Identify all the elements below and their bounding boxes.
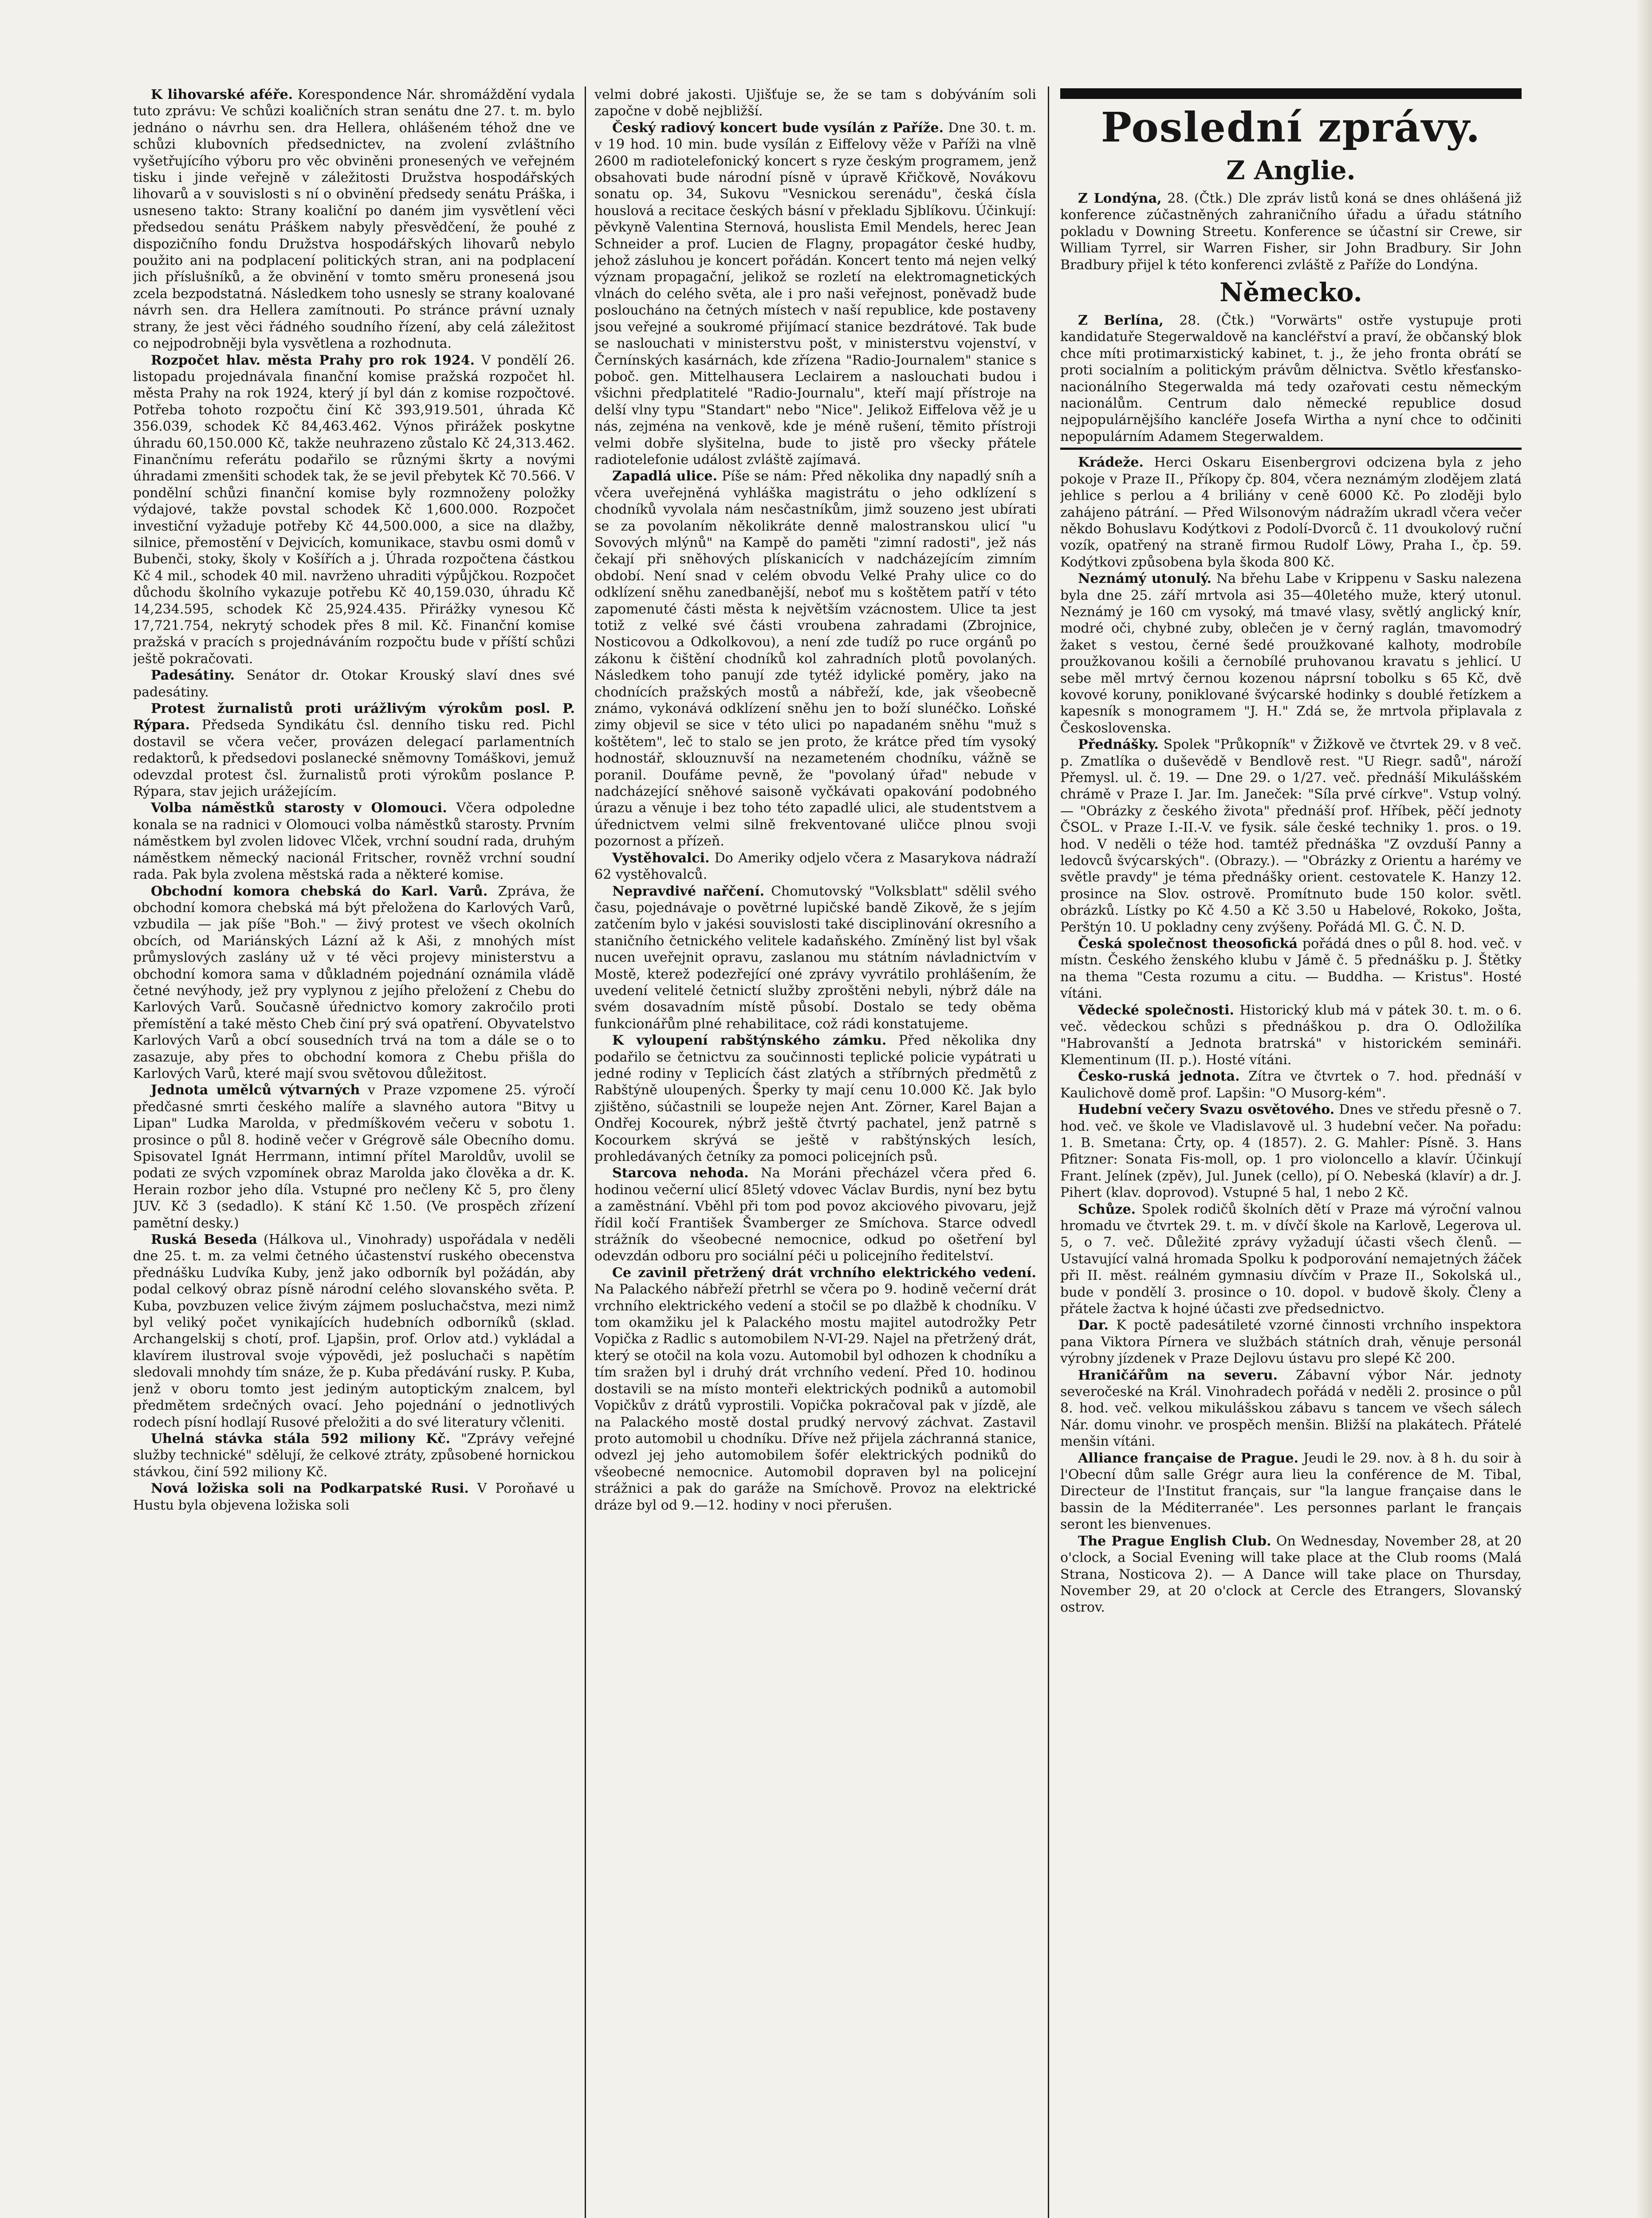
news-item-text: Zpráva, že obchodní komora chebská má být přeložena do Karlových Varů, vzbudila — jak píše "Boh." — živý protest ve všech okolních obcích, od Mariánských Lázní až k Aši, z mnohých míst průmyslových zaslány už v té věci projevy ministerstvu a obchodní komora sama v důkladném pojednání oznámila vládě četné nevýhody, jež pry vyplynou z jejího přeložení z Chebu do Karlových Varů. Současně úřednictvo komory zakročilo proti přemístění a také město Cheb činí prý svá opatření. Obyvatelstvo Karlových Varů a obcí sousedních trvá na tom a dále se o to zasazuje, aby přes to obchodní komora z Chebu přišla do Karlových Varů, které mají svou světovou důležitost. bbox=[133, 883, 575, 1081]
news-item-text: Zítra ve čtvrtek o 7. hod. přednáší v Kaulichově domě prof. Lapšin: "O Musorg-kém". bbox=[1060, 1069, 1522, 1101]
news-item-heading: Český radiový koncert bude vysílán z Paříže. bbox=[612, 120, 944, 136]
anglie-heading: Z Anglie. bbox=[1226, 155, 1356, 185]
news-item-text: Dne 30. t. m. v 19 hod. 10 min. bude vysílán z Eiffelovy věže v Paříži na vlně 2600 m radiotelefonický koncert s ryze českým programem, jenž obsahovati bude národní písně v úpravě Křičkově, Novákovu sonatu op. 34, Sukovu "Vesnickou serenádu", česká čísla houslová a recitace českých básní v překladu Sjblíkovu. Účinkují: pěvkyně Valentina Sternová, houslista Emil Mendels, herec Jean Schneider a prof. Lucien de Flagny, propagátor české hudby, jehož zásluhou je koncert pořádán. Koncert tento má nejen velký význam propagační, jelikož se rozletí na elektromagnetických vlnách do celého světa, ale i pro naši veřejnost, poněvadž bude posloucháno na četných místech v naší republice, kde postaveny jsou veřejné a soukromé přijímací stanice bezdrátové. Tak bude se naslouchati v ministerstvu pošt, v ministerstvu vojenství, v Černínských kasárnách, kde zřízena "Radio-Journalem" stanice s poboč. gen. Mittelhausera Leclairem a naslouchati budou i všichni předplatitelé "Radio-Journalu", kteří mají přístroje na delší vlny typu "Standart" nebo "Nice". Jelikož Eiffelova věž je u nás, zejména na venkově, kde je méně rušení, těmito přístroji velmi dobře slyšitelna, bude to jistě pro všecky přátele radiotelefonie událost zvláště zajímavá. bbox=[594, 120, 1036, 468]
news-item-heading: Uhelná stávka stála 592 miliony Kč. bbox=[151, 1431, 451, 1447]
nemecko-heading: Německo. bbox=[1219, 277, 1362, 308]
news-item bbox=[1060, 736, 1522, 936]
news-item-text: Spolek rodičů školních dětí v Praze má výroční valnou hromadu ve čtvrtek 29. t. m. v dívčí škole na Karlově, Legerova ul. 5, o 7. več. Důležité zprávy vyžadují účasti všech členů. — Ustavující valná hromada Spolku k podporování nemajetných žáček při II. měst. reálném gymnasiu dívčím v Praze II., Sokolská ul., bude v pondělí 3. prosince o 10. dopol. v budově školy. Členy a přátele žactva k hojné účasti zve předsednictvo. bbox=[1060, 1201, 1522, 1317]
news-item bbox=[594, 1165, 1036, 1264]
news-item-heading: Vědecké společnosti. bbox=[1078, 1002, 1234, 1018]
newspaper-page bbox=[133, 87, 1522, 2218]
news-item bbox=[133, 667, 575, 700]
news-item-text: Předseda Syndikátu čsl. denního tisku red. Pichl dostavil se včera večer, provázen delegací parlamentních redaktorů, k předsedovi poslanecké sněmovny Tomáškovi, jemuž odevzdal protest čsl. žurnalistů proti výrokům poslance P. Rýpara, stav jejich urážejícím. bbox=[133, 717, 575, 800]
news-item-text: Korespondence Nár. shromáždění vydala tuto zprávu: Ve schůzi koaličních stran senátu dne 27. t. m. bylo jednáno o návrhu sen. dra Hellera, ohlášeném téhož dne ve schůzi klubovních předsednictev, na zvolení zvláštního vyšetřujícího výboru pro věc obviněni pronesených ve veřejném tisku i jinde veřejně v záležitosti Družstva hospodářských lihovarů a v souvislosti s ní o obvinění předsedy senátu Práška, i usneseno takto: Strany koaliční po daném jim vysvětlení věci předsedou senátu Práškem nabyly přesvědčení, že pouhé z dispozičního fondu Družstva hospodářských lihovarů nebylo použito ani na podplacení politických stran, ani na podplacení jich příslušníků, a že obvinění v tomto směru pronesená jsou zcela bezpodstatná. Následkem toho usnesly se strany koalované návrh sen. dra Hellera zamítnouti. Po stránce právní uznaly strany, že jest věci řádného soudního řízení, aby celá záležitost co nejpodrobněji byla vysvětlena a rozhodnuta. bbox=[133, 87, 575, 352]
news-item bbox=[1060, 454, 1522, 570]
nemecko-news bbox=[1060, 312, 1522, 445]
section-rule bbox=[1060, 448, 1522, 450]
news-item bbox=[594, 883, 1036, 1033]
news-item-text: Na Moráni přecházel včera před 6. hodinou večerní ulicí 85letý vdovec Václav Burdis, nyní bez bytu a zaměstnání. Vběhl při tom pod povoz akciového pivovaru, jejž řídil kočí František Švamberger ze Smíchova. Starce odvedl strážník do všeobecné nemocnice, odkud po ošetření byl odevzdán odboru pro sociální péči u policejního ředitelství. bbox=[594, 1165, 1036, 1264]
news-item bbox=[133, 1231, 575, 1431]
news-item-heading: Padesátiny. bbox=[151, 668, 235, 684]
news-item bbox=[133, 700, 575, 800]
news-item bbox=[133, 1480, 575, 1514]
news-item bbox=[1060, 1450, 1522, 1533]
news-item bbox=[1060, 1317, 1522, 1367]
news-item bbox=[594, 468, 1036, 849]
news-item bbox=[1060, 1002, 1522, 1069]
news-item bbox=[1060, 1533, 1522, 1616]
news-item-text: On Wednesday, November 28, at 20 o'clock, a Social Evening will take place at the Club rooms (Malá Strana, Nosticova 2). — A Dance will take place on Thursday, November 29, at 20 o'clock at Cercle des Etrangers, Slovanský ostrov. bbox=[1060, 1533, 1522, 1616]
news-item-heading: Vystěhovalci. bbox=[612, 850, 710, 866]
news-item-heading: Rozpočet hlav. města Prahy pro rok 1924. bbox=[151, 352, 475, 368]
news-item-heading: Dar. bbox=[1078, 1317, 1109, 1333]
news-item-heading: Starcova nehoda. bbox=[612, 1165, 749, 1181]
news-item bbox=[1060, 1068, 1522, 1101]
page-edge-shadow bbox=[1635, 0, 1652, 2218]
news-item-text: Před několika dny podařilo se četnictvu za součinnosti teplické policie vypátrati u jedné rodiny v Teplicích část zlatých a stříbrných předmětů z Rabštýně uloupených. Šperky ty mají cenu 10.000 Kč. Jak bylo zjištěno, súčastnili se loupeže nejen Ant. Zörner, Karel Bajan a Ondřej Kocourek, nýbrž ještě čtvrtý pachatel, jenž patrně s Kocourkem skrývá se ještě v rabštýnských lesích, prohledávaných četníky za pomoci policejních psů. bbox=[594, 1033, 1036, 1164]
news-item-heading: Česká společnost theosofická bbox=[1078, 936, 1298, 952]
news-item bbox=[594, 120, 1036, 468]
news-item-text: Včera odpoledne konala se na radnici v Olomouci volba náměstků starosty. Prvním náměstkem byl zvolen lidovec Vlček, vrchní soudní rada, druhým náměstkem německý nacionál Fritscher, rovněž vrchní soudní rada. Pak byla zvolena městská rada a některé komise. bbox=[133, 800, 575, 883]
news-item-text: 28. (Čtk.) Dle zpráv listů koná se dnes ohlášená již konference zúčastněných zahraničního úřadu a úřadu státního pokladu v Downing Streetu. Konference se účastní sir Crewe, sir William Tyrrel, sir Warren Fisher, sir John Bradbury. Sir John Bradbury přijel k této konferenci zvláště z Paříže do Londýna. bbox=[1060, 191, 1522, 273]
news-item-heading: Nepravdivé nařčení. bbox=[612, 883, 765, 899]
news-item-heading: K lihovarské aféře. bbox=[151, 87, 293, 102]
news-item-heading: Z Berlína, bbox=[1078, 313, 1164, 329]
local-news bbox=[1060, 454, 1522, 1616]
news-item-text: "Zprávy veřejné služby technické" sdělují, že celkové ztráty, způsobené hornickou stávkou, činí 592 miliony Kč. bbox=[133, 1431, 575, 1480]
news-item bbox=[1060, 1201, 1522, 1317]
news-item bbox=[1060, 1367, 1522, 1450]
column-divider bbox=[1048, 87, 1049, 2218]
news-item-text: V pondělí 26. listopadu projednávala finanční komise pražská rozpočet hl. města Prahy na rok 1924, který jí byl dán z komise rozpočtové. Potřeba tohoto rozpočtu činí Kč 393,919.501, úhrada Kč 356.039, schodek Kč 84,463.462. Výnos přirážek poskytne úhradu 60,150.000 Kč, takže neuhrazeno zůstalo Kč 24,313.462. Finančnímu referátu podařilo se různými škrty a novými úhradami zmenšiti schodek tak, že se jevil přebytek Kč 70.566. V pondělní schůzi finanční komise byly rozmnoženy položky výdajové, takže povstal schodek Kč 1,600.000. Rozpočet investiční vyžaduje potřeby Kč 44,500.000, a sice na dlažby, silnice, přemostění v Dejvicích, komunikace, stavbu osmi domů v Bubenči, stoky, školy v Košířích a j. Úhrada rozpočtena částkou Kč 4 mil., schodek 40 mil. navrženo uhraditi výpůjčkou. Rozpočet důchodu školního vykazuje potřebu Kč 40,159.030, úhradu Kč 14,234.595, schodek Kč 25,924.435. Přirážky vynesou Kč 17,721.754, nekrytý schodek přes 8 mil. Kč. Finanční komise pražská v pracích s projednáváním rozpočtu bude v příští schůzi ještě pokračovati. bbox=[133, 352, 575, 667]
news-item-text: Píše se nám: Před několika dny napadlý sníh a včera uveřejněná vyhláška magistrátu o jeho odklízení s chodníků vyvolala nám nesčastníkům, jimž souzeno jest ubírati se za povolaním několikráte denně malostranskou ulicí "u Sovových mlýnů" na Kampě do paměti "zimní radosti", jež nás čekají při sněhových plískanicích v nadcházejícím zimním období. Není snad v celém obvodu Velké Prahy ulice co do odklízení sněhu zanedbanější, neboť mu s koštětem patří v této zapomenuté části města k největším vzácnostem. Ulice ta jest totiž z velké své části vroubena zahradami (Zbrojnice, Nosticovou a Odkolkovou), a není zde tudíž po ruce orgánů po zákonu k čištění chodníků kol zahradních plotů povolaných. Následkem toho panují zde tytéž idylické poměry, jako na chodnících pražských mostů a nábřeží, kde, jak všeobecně známo, vykonává odklízení sněhu jen to boží slunéčko. Loňské zimy objevil se sice v této ulici po napadaném sněhu "muž s koštětem", leč to stalo se jen proto, že krátce před tím vysoký hodnostář, sklouznuvší na nezameteném chodníku, vážně se poranil. Doufáme pevně, že "povolaný úřad" nebude v nadcházející sněhové saisoně vyčkávati opakování podobného úrazu a věnuje i bez toho této zapadlé ulici, ale studentstvem a úřednictvem velmi silně frekventované uličce plnou svoji pozornost a přízeň. bbox=[594, 468, 1036, 849]
news-item-text: Zábavní výbor Nár. jednoty severočeské na Král. Vinohradech pořádá v neděli 2. prosince o půl 8. hod. več. velkou mikulášskou zábavu s tancem ve všech sálech Nár. domu vinohr. ve prospěch menšin. Bližší na plakátech. Přátelé menšin vítáni. bbox=[1060, 1367, 1522, 1450]
news-item bbox=[594, 1032, 1036, 1165]
news-item-text: 28. (Čtk.) "Vorwärts" ostře vystupuje proti kandidatuře Stegerwaldově na kancléřství a praví, že občanský blok chce míti protimarxistický kabinet, t. j., že jeho fronta obrátí se proti socialním a politickým právům dělnictva. Světlo křesťansko-nacionálního Stegerwalda má tedy ozařovati cestu německým nacionálům. Centrum dalo německé republice dosud nejpopulárnějšího kancléře Josefa Wirtha a nyní chce to odčiniti nepopulárním Adamem Stegerwaldem. bbox=[1060, 313, 1522, 444]
news-item-heading: Alliance française de Prague. bbox=[1078, 1450, 1299, 1466]
news-item-text: velmi dobré jakosti. Ujišťuje se, že se tam s dobýváním soli započne v době nejbližší. bbox=[594, 87, 1036, 119]
news-item-text: (Hálkova ul., Vinohrady) uspořádala v neděli dne 25. t. m. za velmi četného účastenství ruského obecenstva přednášku Ludvíka Kuby, jenž jako odborník byl požádán, aby podal celkový obraz písně národní celého slovanského světa. P. Kuba, povzbuzen velice živým zájmem posluchačstva, mezi nimž byl veliký počet vynikajících hudebních odborníků (sklad. Archangelskij s chotí, prof. Ljapšin, prof. Orlov atd.) vykládal a klavírem ilustroval svoje výpovědi, jež posluchači s napětím sledovali mnohdy tím snáze, že p. Kuba předávání rusky. P. Kuba, jenž v oboru tomto jest jediným autoptickým znalcem, byl předmětem srdečných ovací. Jeho pojednání o jednotlivých rodech písní hodlají Rusové přeložiti a do své literatury včleniti. bbox=[133, 1232, 575, 1430]
column-left bbox=[133, 87, 575, 2218]
news-item-text: Senátor dr. Otokar Krouský slaví dnes své padesátiny. bbox=[133, 668, 575, 700]
news-item bbox=[133, 87, 575, 352]
news-item-heading: Jednota umělců výtvarných bbox=[151, 1082, 360, 1098]
news-item-text: v Praze vzpomene 25. výročí předčasné smrti českého malíře a slavného autora "Bitvy u Lipan" Ludka Marolda, v předmíškovém večeru v sobotu 1. prosince o půl 8. hodině večer v Grégrově sále Obecního domu. Spisovatel Ignát Herrmann, intimní přítel Maroldův, uvolil se podati ze svých vzpomínek obraz Marolda jako člověka a dr. K. Herain rozbor jeho díla. Vstupné pro nečleny Kč 5, pro členy JUV. Kč 3 (sedadlo). K stání Kč 1.50. (Ve prospěch zřízení pamětní desky.) bbox=[133, 1082, 575, 1231]
news-item bbox=[133, 1082, 575, 1231]
news-item bbox=[133, 352, 575, 668]
news-item bbox=[133, 800, 575, 883]
news-item-heading: Krádeže. bbox=[1078, 455, 1144, 471]
news-item bbox=[133, 1431, 575, 1480]
column-middle bbox=[594, 87, 1036, 2218]
news-item-heading: Volba náměstků starosty v Olomouci. bbox=[151, 800, 447, 816]
news-item bbox=[1060, 936, 1522, 1002]
news-item-text: Chomutovský "Volksblatt" sdělil svého času, pojednávaje o povětrné lupičské bandě Zikově, že s jejím zatčením bylo v jakési souvislosti také disciplinování okresního a staničního četnického velitele kadaňského. Zmíněný list byl však nucen uveřejnit opravu, zaslanou mu státním návladnictvím v Mostě, kterež podezřející oné zprávy vyvrátilo prohlášením, že uvedení velitelé četnictí služby zproštěni nebyli, nýbrž dále na svém dosavadním místě působí. Dostalo se tedy oběma funkcionářům plné rehabilitace, což rádi konstatujeme. bbox=[594, 883, 1036, 1032]
news-item-text: Historický klub má v pátek 30. t. m. o 6. več. vědeckou schůzi s přednáškou p. dra O. Odložilíka "Habrovanští a Jednota bratrská" v historickém semináři. Klementinum (II. p.). Hosté vítáni. bbox=[1060, 1002, 1522, 1068]
news-item-heading: The Prague English Club. bbox=[1078, 1533, 1271, 1549]
news-item-heading: Obchodní komora chebská do Karl. Varů. bbox=[151, 883, 488, 899]
column-divider bbox=[585, 87, 586, 2218]
news-item-heading: Hraničářům na severu. bbox=[1078, 1367, 1278, 1383]
column-right bbox=[1060, 87, 1522, 2218]
news-item-heading: K vyloupení rabštýnského zámku. bbox=[612, 1033, 887, 1049]
news-item-text: Na břehu Labe v Krippenu v Sasku nalezena byla dne 25. září mrtvola asi 35—40letého muže, který utonul. Neznámý je 160 cm vysoký, má tmavé vlasy, světlý anglický knír, modré oči, chybné zuby, oblečen je v černý raglán, tmavomodrý žaket s vestou, černé šedé proužkované kalhoty, modrobíle proužkovanou košili a černobílé pruhovanou kravatu s jehlicí. U sebe měl mrtvý černou kozenou náprsní tobolku s 65 Kč, dvě kovové koruny, poniklované švýcarské hodinky s doublé řetízkem a kapesník s monogramem "J. H." Zdá se, že mrtvola připlavala z Československa. bbox=[1060, 571, 1522, 736]
news-item bbox=[1060, 190, 1522, 273]
news-item-text: K poctě padesátileté vzorné činnosti vrchního inspektora pana Viktora Pírnera ve službách státních drah, věnuje personál výrobny jízdenek v Praze Dejlovu ústavu pro slepé Kč 200. bbox=[1060, 1317, 1522, 1367]
news-item bbox=[1060, 312, 1522, 445]
news-item-heading: Ruská Beseda bbox=[151, 1232, 257, 1248]
news-item-heading: Hudební večery Svazu osvětového. bbox=[1078, 1102, 1335, 1118]
news-item-heading: Neznámý utonulý. bbox=[1078, 571, 1212, 587]
news-item-text: Spolek "Průkopník" v Žižkově ve čtvrtek 29. v 8 več. p. Zmatlíka o duševědě v Bendlově rest. "U Riegr. sadů", nároží Přemysl. ul. č. 19. — Dne 29. o 1/27. več. přednáší Mikulášském chrámě v Praze I. Jar. Im. Janeček: "Síla prvé církve". Vstup volný. — "Obrázky z českého života" přednáší prof. Hříbek, pěčí jednoty ČSOL. v Praze I.-II.-V. ve fysik. sále české techniky 1. pros. o 19. hod. V neděli o téže hod. tamtéž přednáška "Z ovzduší Panny a ledovců švýcarských". (Obrazy.). — "Obrázky z Orientu a harémy ve světle pravdy" je téma přednášky orient. cestovatele K. Hanzy 12. prosince na Slov. ostrově. Promítnuto bude 150 kolor. světl. obrázků. Lístky po Kč 4.50 a Kč 3.50 u Habelové, Rokoko, Jošta, Perštýn 10. U pokladny ceny zvýšeny. Pořádá Ml. G. Č. N. D. bbox=[1060, 737, 1522, 935]
news-item bbox=[594, 850, 1036, 883]
news-item-heading: Z Londýna, bbox=[1078, 191, 1162, 206]
news-item-heading: Nová ložiska soli na Podkarpatské Rusi. bbox=[151, 1481, 469, 1497]
news-item bbox=[1060, 1101, 1522, 1201]
news-item-heading: Přednášky. bbox=[1078, 737, 1159, 753]
news-item bbox=[594, 1265, 1036, 1514]
news-item-text: Jeudi le 29. nov. à 8 h. du soir à l'Obecní dům salle Grégr aura lieu la conférence de M. Tibal, Directeur de l'Institut français, sur "la langue française dans le bassin de la Méditerranée". Les personnes parlant le français seront les bienvenues. bbox=[1060, 1450, 1522, 1533]
news-item-heading: Protest žurnalistů proti urážlivým výrokům posl. P. Rýpara. bbox=[133, 701, 575, 733]
anglie-news bbox=[1060, 190, 1522, 273]
news-item-text: pořádá dnes o půl 8. hod. več. v místn. Českého ženského klubu v Jámě č. 5 přednášku p. J. Štětky na thema "Cesta rozumu a citu. — Buddha. — Kristus". Hosté vítáni. bbox=[1060, 936, 1522, 1002]
news-item-text: Na Palackého nábřeží přetrhl se včera po 9. hodině večerní drát vrchního elektrického vedení a stočil se po dlažbě k chodníku. V tom okamžiku jel k Palackého mostu majitel autodrožky Petr Vopička z Radlic s automobilem N-VI-29. Najel na přetržený drát, který se otočil na kola vozu. Automobil byl odhozen k chodníku a tím sražen byl i druhý drát vrchního vedení. Před 10. hodinou dostavili se na místo monteři elektrických podniků a automobil Vopičkův z drátů vyprostili. Vopička pokračoval pak v jízdě, ale na Palackého mostě dostal prudký nervový záchvat. Zastavil proto automobil u chodníku. Dříve než přijela záchranná stanice, odvezl jej jeho automobilem šofér elektrických podniků do všeobecné nemocnice. Automobil dopraven byl na policejní strážnici a pak do garáže na Smíchově. Provoz na elektrické dráze byl od 9.—12. hodiny v noci přerušen. bbox=[594, 1282, 1036, 1513]
news-item-text: V Poroňavé u Hustu byla objevena ložiska soli bbox=[133, 1481, 575, 1513]
news-item bbox=[133, 883, 575, 1082]
news-item-text: Do Ameriky odjelo včera z Masarykova nádraží 62 vystěhovalců. bbox=[594, 850, 1036, 883]
news-item-text: Dnes ve středu přesně o 7. hod. več. ve škole ve Vladislavově ul. 3 hudební večer. Na pořadu: 1. B. Smetana: Črty, op. 4 (1857). 2. G. Mahler: Písně. 3. Hans Pfitzner: Sonata Fis-moll, op. 1 pro violoncello a klavír. Účinkují Frant. Jelínek (zpěv), Jul. Junek (cello), pí O. Nebeská (klavír) a dr. J. Pihert (klav. doprovod). Vstupné 5 hal, 1 nebo 2 Kč. bbox=[1060, 1102, 1522, 1201]
news-item-heading: Ce zavinil přetržený drát vrchního elektrického vedení. bbox=[612, 1265, 1036, 1281]
news-item bbox=[1060, 570, 1522, 736]
news-item-heading: Zapadlá ulice. bbox=[612, 468, 717, 484]
news-item bbox=[594, 87, 1036, 120]
masthead-rule-top bbox=[1060, 88, 1522, 99]
news-item-text: Herci Oskaru Eisenbergrovi odcizena byla z jeho pokoje v Praze II., Příkopy čp. 804, včera neznámým zlodějem zlatá jehlice s perlou a 4 briliány v ceně 6000 Kč. Po zloději bylo zahájeno pátrání. — Před Wilsonovým nádražím ukradl včera večer někdo Bohuslavu Kodýtkovi z Podolí-Dvorců č. 11 dvoukolový ruční vozík, opatřený na straně firmou Rudolf Löwy, Praha I., čp. 59. Kodýtkovi způsobena byla škoda 800 Kč. bbox=[1060, 455, 1522, 570]
news-item-heading: Česko-ruská jednota. bbox=[1078, 1069, 1240, 1085]
news-item-heading: Schůze. bbox=[1078, 1201, 1136, 1217]
section-masthead: Poslední zprávy. bbox=[1101, 103, 1481, 151]
